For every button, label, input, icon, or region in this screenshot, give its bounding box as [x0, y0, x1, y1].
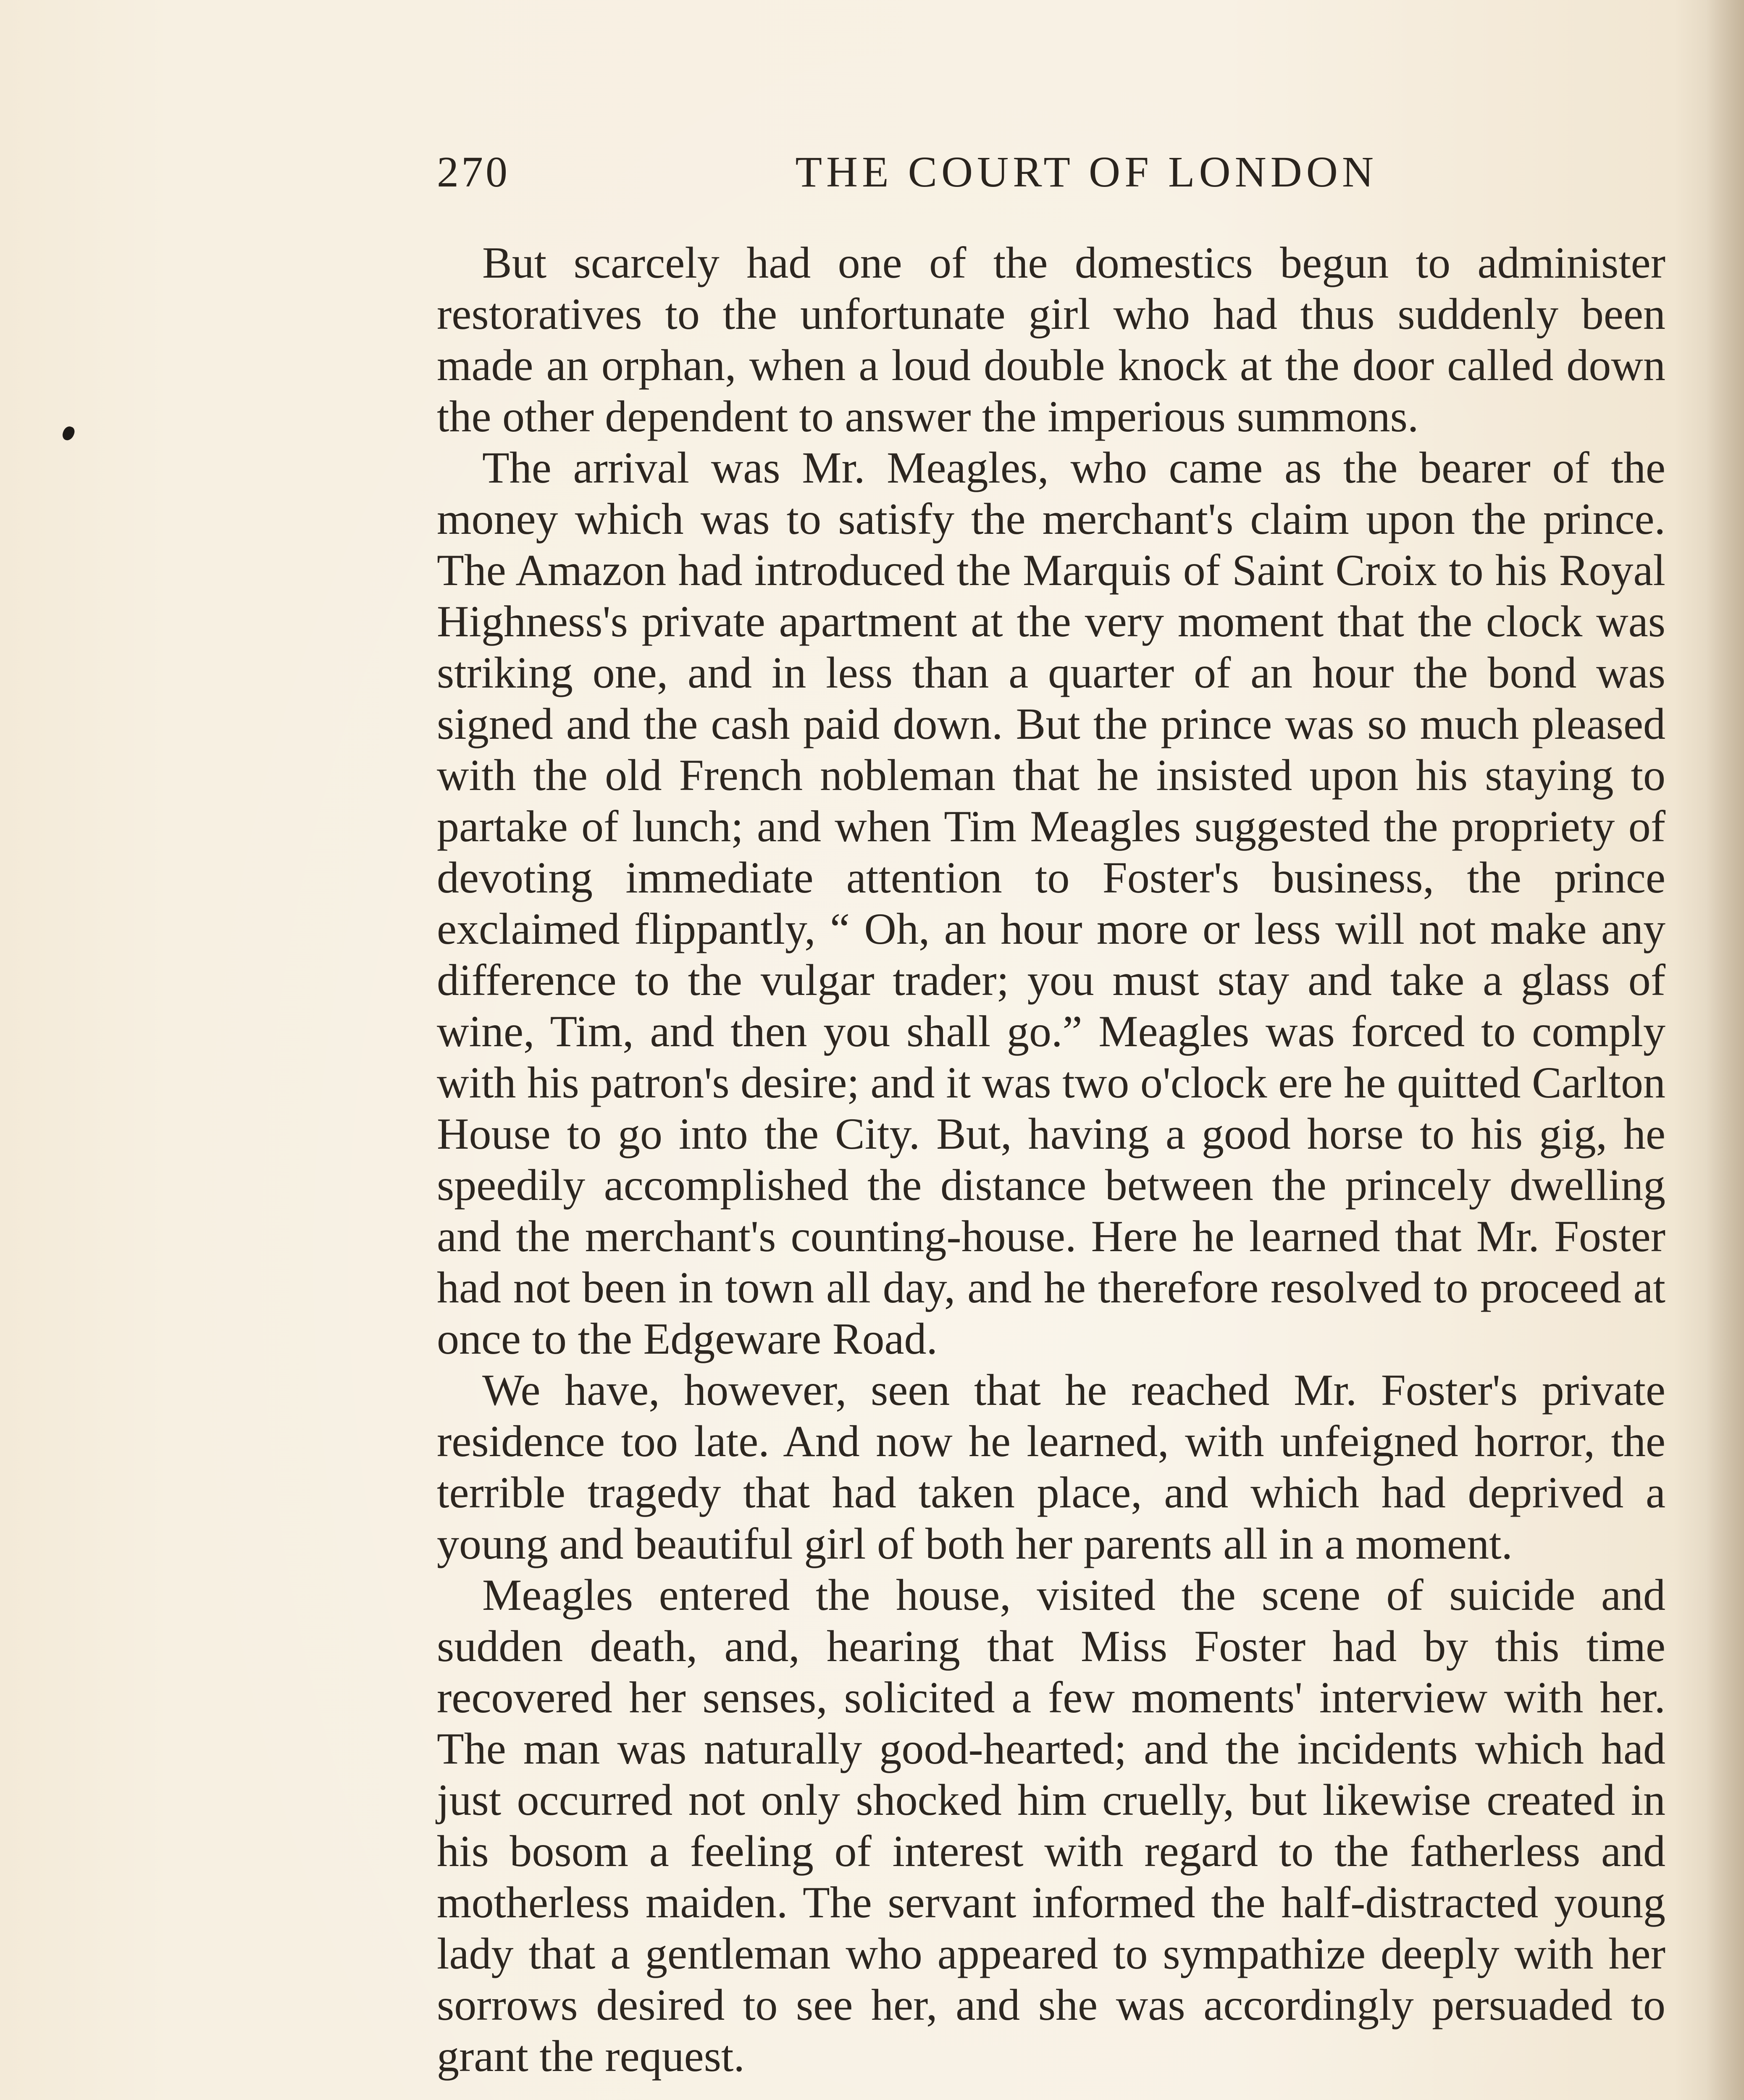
paragraph: Meagles entered the house, visited the scene of suicide and sudden death, and, hearing that Miss Foster had by this time recovered her senses, solicited a few moments' interview with her. The man was naturally good-hearted; and the incidents which had just occurred not only shocked him cruelly, but likewise created in his bosom a feeling of interest with regard to the fatherless and motherless maiden. The servant informed the half-distracted young lady that a gentleman who appeared to sympathize deeply with her sorrows desired to see her, and she was accordingly persuaded to grant the request. [437, 1570, 1665, 2081]
paragraph: We have, however, seen that he reached Mr. Foster's private residence too late. And now he learned, with unfeigned horror, the terrible tragedy that had taken place, and which had deprived a young and beautiful girl of both her parents all in a moment. [437, 1365, 1665, 1568]
page-header [437, 147, 1378, 206]
page-number: 270 [437, 148, 510, 196]
running-head: THE COURT OF LONDON [795, 148, 1378, 196]
paragraph: The arrival was Mr. Meagles, who came as the bearer of the money which was to satisfy the merchant's claim upon the prince. The Amazon had introduced the Marquis of Saint Croix to his Royal Highness's private apartment at the very moment that the clock was striking one, and in less than a quarter of an hour the bond was signed and the cash paid down. But the prince was so much pleased with the old French nobleman that he insisted upon his staying to partake of lunch; and when Tim Meagles suggested the propriety of devoting immediate attention to Foster's business, the prince exclaimed flippantly, “ Oh, an hour more or less will not make any difference to the vulgar trader; you must stay and take a glass of wine, Tim, and then you shall go.” Meagles was forced to comply with his patron's desire; and it was two o'clock ere he quitted Carlton House to go into the City. But, having a good horse to his gig, he speedily accomplished the distance between the princely dwelling and the merchant's counting-house. Here he learned that Mr. Foster had not been in town all day, and he therefore resolved to proceed at once to the Edgeware Road. [437, 443, 1665, 1363]
body-text [437, 237, 1665, 2082]
page-edge-shadow [1706, 0, 1744, 2100]
paragraph: But scarcely had one of the domestics begun to administer restoratives to the unfortunate girl who had thus suddenly been made an orphan, when a loud double knock at the door called down the other dependent to answer the imperious summons. [437, 238, 1665, 441]
ink-speck [61, 425, 76, 442]
